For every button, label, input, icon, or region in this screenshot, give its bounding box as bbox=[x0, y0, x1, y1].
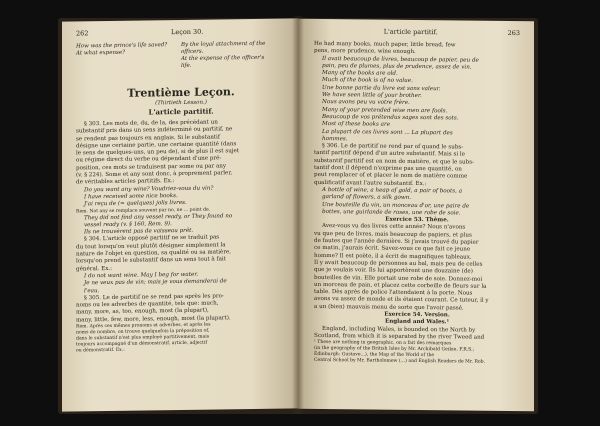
text-line: I have received some nice books. bbox=[84, 192, 178, 201]
text-line: garland of flowers, a silk gown. bbox=[322, 194, 412, 202]
text-line: tantif partitif dépend d'un autre substantif. Mais si le bbox=[314, 150, 465, 158]
text-line: (in the geography of the British Isles by Mr. Archibald Geikie, F.R.S.; bbox=[314, 346, 475, 353]
text-line: toujours accompagné d'un démonstratif, article, adjectif bbox=[76, 340, 208, 348]
text-line: § 303. Les mots de, du, de la, des précédant un bbox=[84, 119, 218, 128]
text-line: many, little, few, more, less, enough, most (la plupart). bbox=[76, 315, 231, 324]
text-line: avons vu assez de monde et ils étaient courant. Ce tuteur, il y bbox=[314, 296, 489, 305]
text-line: lorsqu'on prend le substantif dans un sens tout à fait bbox=[76, 256, 226, 265]
text-line: Most of these books are bbox=[322, 121, 391, 128]
text-line: Nous avons peu vu votre frère. bbox=[322, 99, 410, 107]
text-line: § 305. Le de partitif ne se rend pas après les pro- bbox=[84, 293, 224, 302]
text-line: Rem. Not any se remplace souvent par no, ne ... point de. bbox=[76, 207, 211, 215]
chapter-title: Trentième Leçon. bbox=[127, 85, 235, 100]
text-line: qualificatif avant l'autre substantif. Ex.: bbox=[314, 179, 427, 187]
text-line: Exercice 53. Thème. bbox=[385, 216, 449, 224]
text-line: vessel ready (v. § 160, Rem. 9). bbox=[84, 220, 172, 229]
text-line: Do you want any wine? Voudriez-vous du vin? bbox=[84, 185, 214, 194]
text-line: We have seen little of your brother. bbox=[322, 92, 422, 100]
text-line: ce matin, j'aurais écrit. Savez-vous ce que fait ce jeune bbox=[314, 245, 471, 253]
text-line: many, more, as, too, enough, most (la plupart), bbox=[76, 308, 209, 316]
text-line: Rem. Après ces mêmes pronoms et adverbes, et après les bbox=[76, 322, 211, 330]
book-gutter bbox=[292, 16, 304, 414]
text-line: I do not want wine. May I beg for water. bbox=[84, 271, 199, 280]
text-line: He had many books, much paper, little bread, few bbox=[314, 40, 456, 49]
text-line: Je ne veux pas de vin; mais je vous demanderai de bbox=[84, 278, 227, 287]
text-line: homme? Il est poète, il a écrit de magnifiques tableaux. bbox=[314, 252, 472, 261]
open-book bbox=[62, 8, 534, 412]
text-line: bouteilles de vin. Elle portait une robe de soie. Donnez-moi bbox=[314, 274, 483, 283]
text-line: Many of your pretended wise men are fools. bbox=[322, 106, 448, 114]
left-page bbox=[62, 18, 298, 411]
text-line: Many of the books are old. bbox=[322, 70, 398, 77]
text-line: pens, more prudence, wine enough. bbox=[314, 48, 416, 56]
text-line: Une bouteille du vin, un monceau d'or, une paire de bbox=[322, 201, 470, 210]
text-line: de véritables articles partitifs. Ex.: bbox=[76, 178, 175, 186]
text-line: substantif pris dans un sens indéterminé ou partitif, ne bbox=[76, 126, 233, 135]
text-line: de fautes que l'année dernière. Si j'avais trouvé du papier bbox=[314, 237, 479, 246]
text-line: peut remplacer of et placer le nom de matière comme bbox=[314, 172, 468, 180]
text-line: que je voulais voir. Ils lui apportèrent une douzaine (de) bbox=[314, 267, 473, 275]
right-page-header bbox=[314, 27, 520, 37]
text-line: Ils ne trouvèrent pas de vaisseau prêt. bbox=[84, 227, 194, 236]
column-line: At the expense of the officer's bbox=[181, 54, 265, 62]
text-line: noms de nombre, on trouve quelquefois la préposition of, bbox=[76, 328, 210, 336]
text-line: vu que peu de livres, mais beaucoup de papiers, et plus bbox=[314, 230, 472, 239]
text-line: pain, peu de plumes, plus de prudence, assez de vin. bbox=[322, 62, 472, 71]
text-line: ou régime direct du verbe ou dépendant d'une pré- bbox=[76, 155, 222, 164]
text-line: du tout lorsqu'on veut plutôt désigner simplement la bbox=[76, 242, 226, 251]
right-running-head: L'article partitif. bbox=[383, 27, 438, 37]
text-line: a un (bien) mauvais menu de sorte que l'avoir passé. bbox=[314, 303, 464, 312]
text-line: § 306. Le de partitif ne rend par of quand le subs- bbox=[322, 143, 464, 151]
text-line: J'ai reçu de (= quelques) jolis livres. bbox=[84, 200, 187, 208]
text-line: substantif partitif est en nom de matière, et que le subs- bbox=[314, 157, 474, 166]
text-line: le sens de quelques-uns, un peu de), si de plus il est sujet bbox=[76, 148, 240, 157]
right-page-text bbox=[314, 41, 520, 366]
text-line: dans le substantif n'est plus employé partitivement, mais bbox=[76, 334, 210, 342]
text-line: tantif dont il dépend n'exprime pas une quantité, on bbox=[314, 164, 462, 173]
text-line: Much of the book is of no value. bbox=[322, 77, 413, 85]
text-line: ¹ These are nothing in geographic, on a fait des remarques bbox=[314, 340, 452, 347]
text-line: England, including Wales, is bounded on the North by bbox=[322, 325, 476, 334]
top-columns bbox=[76, 41, 286, 72]
text-line: ou démonstratif. Ex.: bbox=[76, 347, 125, 354]
left-page-text bbox=[76, 119, 286, 355]
text-line: Beaucoup de vos prétendus sages sont des sots. bbox=[322, 113, 459, 122]
text-line: nature de l'objet en question, sa qualité ou sa matière, bbox=[76, 249, 232, 258]
text-line: bottes, une guirlande de roses, une robe de soie. bbox=[322, 208, 461, 217]
left-page-header bbox=[76, 27, 286, 38]
text-line: England and Wales.¹ bbox=[384, 318, 450, 326]
text-line: désigne une certaine partie, une certaine quantité (dans bbox=[76, 141, 237, 150]
column-line: life. bbox=[181, 62, 192, 69]
text-line: Scotland, from which it is separated by the river Tweed and bbox=[314, 332, 485, 341]
text-line: They did not find any vessel ready, or They found no bbox=[84, 212, 233, 221]
text-line: hommes. bbox=[322, 135, 348, 143]
text-line: général. Ex.: bbox=[76, 265, 113, 273]
text-line: A bottle of wine, a heap of gold, a pair of boots, a bbox=[322, 186, 463, 195]
right-page-number: 263 bbox=[507, 28, 520, 38]
text-line: La plupart de ces livres sont ... La plupart des bbox=[322, 128, 453, 136]
column-line: How was the prince's life saved? bbox=[76, 42, 168, 50]
text-line: l'eau. bbox=[84, 287, 100, 294]
text-line: § 304. L'article opposé partitif ne se traduit pas bbox=[84, 234, 220, 243]
chapter-subtitle: (Thirtieth Lesson.) bbox=[155, 99, 207, 107]
left-page-number: 262 bbox=[76, 29, 89, 38]
column-line: officers. bbox=[181, 48, 204, 55]
text-line: position, ces mots se traduisent par some ou par any bbox=[76, 163, 227, 172]
column-line: By the loyal attachment of the bbox=[181, 40, 266, 48]
column-line: At what expense? bbox=[76, 49, 126, 57]
top-column-left bbox=[76, 42, 181, 71]
text-line: Avez-vous vu des livres cette année? Nous n'avons bbox=[322, 223, 466, 231]
text-line: Il avait beaucoup de livres, beaucoup de papier, peu de bbox=[322, 55, 479, 64]
right-page bbox=[298, 19, 534, 411]
section-title: L'article partitif. bbox=[148, 106, 214, 117]
text-line: Edinburgh: Gustave...), the Map of the World of the bbox=[314, 352, 435, 359]
text-line: Il y avait beaucoup de personnes au bal, mais peu de celles bbox=[314, 259, 483, 268]
text-line: un morceau de pain, et placez cette corbeille de fleurs sur la bbox=[314, 281, 487, 290]
text-line: Une bonne partie du livre est sans valeur. bbox=[322, 84, 441, 93]
text-line: Central School by Mr. Bartholomew (...) and English Readers de Mr. Rob. bbox=[314, 358, 486, 365]
text-line: noms ou les adverbes de quantité, tels que: much, bbox=[76, 300, 219, 309]
text-line: Exercice 54. Version. bbox=[384, 311, 450, 319]
text-line: (v. § 224). Some et any sont donc, à proprement parler, bbox=[76, 170, 233, 179]
text-line: se rendent pas toujours en anglais. Si le substantif bbox=[76, 134, 220, 143]
left-running-head: Leçon 30. bbox=[171, 27, 204, 37]
text-line: table. Dès après de police l'attendaient à la porte. Nous bbox=[314, 289, 473, 297]
top-column-right bbox=[181, 41, 286, 70]
